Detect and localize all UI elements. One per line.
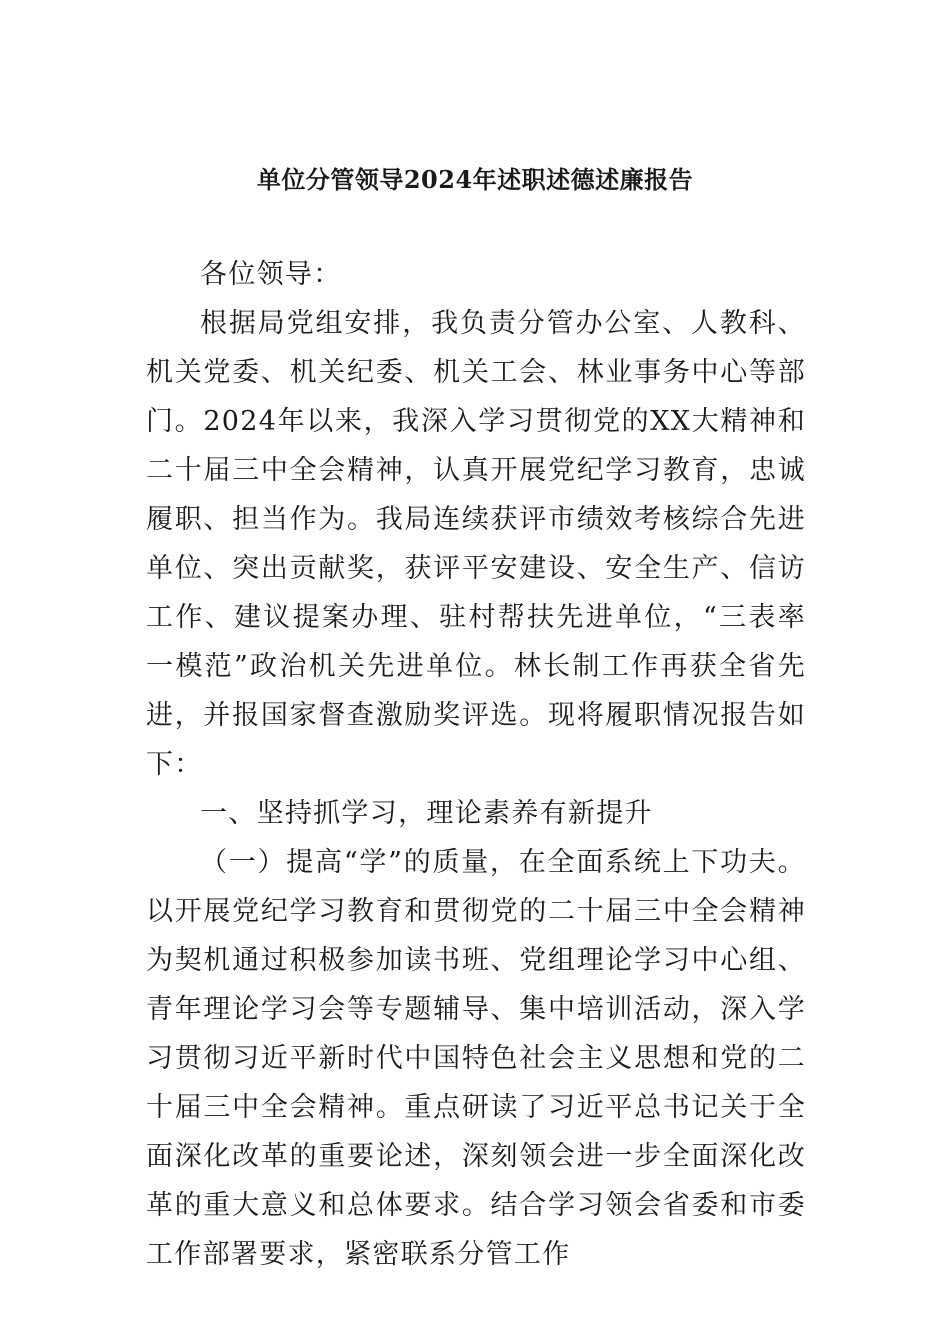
document-body (146, 250, 806, 1279)
section-heading: 一、坚持抓学习，理论素养有新提升 (200, 798, 653, 829)
salutation: 各位领导： (200, 259, 342, 290)
document-title: 单位分管领导2024年述职述德述廉报告 (256, 165, 694, 194)
intro-paragraph: 根据局党组安排，我负责分管办公室、人教科、机关党委、机关纪委、机关工会、林业事务中心等部门。2024年以来，我深入学习贯彻党的XX大精神和二十届三中全会精神，认真开展党纪学习教育，忠诚履职、担当作为。我局连续获评市绩效考核综合先进单位、突出贡献奖，获评平安建设、安全生产、信访工作、建议提案办理、驻村帮扶先进单位，“三表率一模范”政治机关先进单位。林长制工作再获全省先进，并报国家督查激励奖评选。现将履职情况报告如下： (146, 308, 806, 780)
subsection-paragraph: （一）提高“学”的质量，在全面系统上下功夫。以开展党纪学习教育和贯彻党的二十届三中全会精神为契机通过积极参加读书班、党组理论学习中心组、青年理论学习会等专题辅导、集中培训活动，深入学习贯彻习近平新时代中国特色社会主义思想和党的二十届三中全会精神。重点研读了习近平总书记关于全面深化改革的重要论述，深刻领会进一步全面深化改革的重大意义和总体要求。结合学习领会省委和市委工作部署要求，紧密联系分管工作 (146, 847, 806, 1270)
